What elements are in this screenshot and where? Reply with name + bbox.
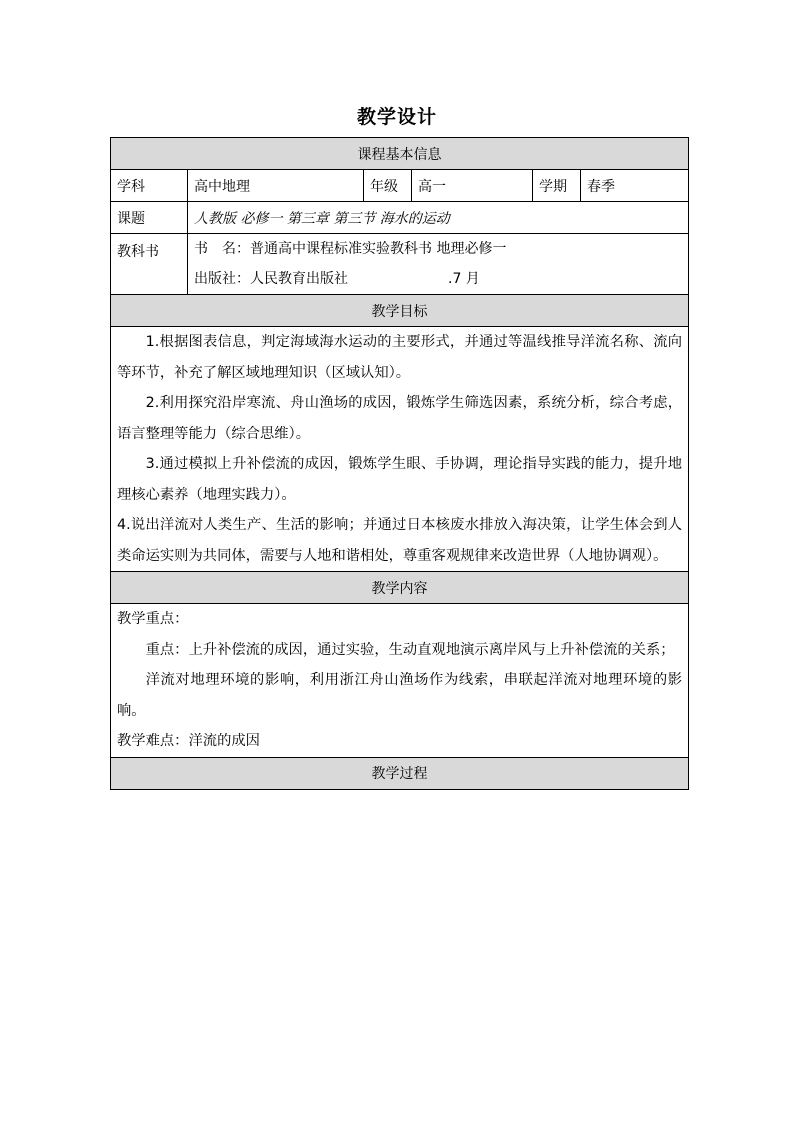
textbook-info bbox=[188, 234, 689, 295]
book-name-line bbox=[194, 234, 682, 264]
content-cell bbox=[111, 604, 689, 758]
textbook-label: 教科书 bbox=[111, 234, 188, 295]
key-point-item: 重点：上升补偿流的成因，通过实验，生动直观地演示离岸风与上升补偿流的关系； bbox=[145, 641, 675, 658]
topic-value: 人教版 必修一 第三章 第三节 海水的运动 bbox=[188, 202, 689, 234]
publisher-value: 人民教育出版社 bbox=[250, 271, 348, 287]
publisher-line bbox=[194, 264, 682, 294]
publisher-label: 出版社： bbox=[194, 271, 250, 287]
objective-item: 2.利用探究沿岸寒流、舟山渔场的成因，锻炼学生筛选因素，系统分析，综合考虑，语言整理等能力（综合思维）。 bbox=[117, 395, 683, 442]
term-value: 春季 bbox=[581, 170, 689, 202]
publish-date: .7 月 bbox=[448, 271, 480, 287]
subject-value: 高中地理 bbox=[188, 170, 364, 202]
grade-value: 高一 bbox=[412, 170, 533, 202]
content-header: 教学内容 bbox=[111, 572, 689, 604]
book-name-value: 普通高中课程标准实验教科书 地理必修一 bbox=[250, 241, 507, 257]
page-title: 教学设计 bbox=[356, 106, 437, 128]
basic-info-header: 课程基本信息 bbox=[111, 138, 689, 170]
subject-label: 学科 bbox=[111, 170, 188, 202]
topic-label: 课题 bbox=[111, 202, 188, 234]
book-name-label: 书 名： bbox=[194, 241, 250, 257]
key-points-label: 教学重点： bbox=[117, 611, 189, 627]
objective-item: 4.说出洋流对人类生产、生活的影响；并通过日本核废水排放入海决策，让学生体会到人类命运实则为共同体，需要与人地和谐相处，尊重客观规律来改造世界（人地协调观）。 bbox=[117, 517, 683, 564]
objectives-cell bbox=[111, 327, 689, 572]
objective-item: 1.根据图表信息，判定海域海水运动的主要形式，并通过等温线推导洋流名称、流向等环节，补充了解区域地理知识（区域认知）。 bbox=[117, 334, 683, 381]
objectives-header: 教学目标 bbox=[111, 295, 689, 327]
process-header: 教学过程 bbox=[111, 757, 689, 789]
term-label: 学期 bbox=[533, 170, 581, 202]
lesson-design-table bbox=[110, 137, 689, 790]
key-point-item: 洋流对地理环境的影响，利用浙江舟山渔场作为线索，串联起洋流对地理环境的影响。 bbox=[117, 672, 683, 719]
difficulty-text: 教学难点：洋流的成因 bbox=[117, 733, 260, 749]
grade-label: 年级 bbox=[364, 170, 412, 202]
objective-item: 3.通过模拟上升补偿流的成因，锻炼学生眼、手协调，理论指导实践的能力，提升地理核心素养（地理实践力）。 bbox=[117, 456, 683, 503]
